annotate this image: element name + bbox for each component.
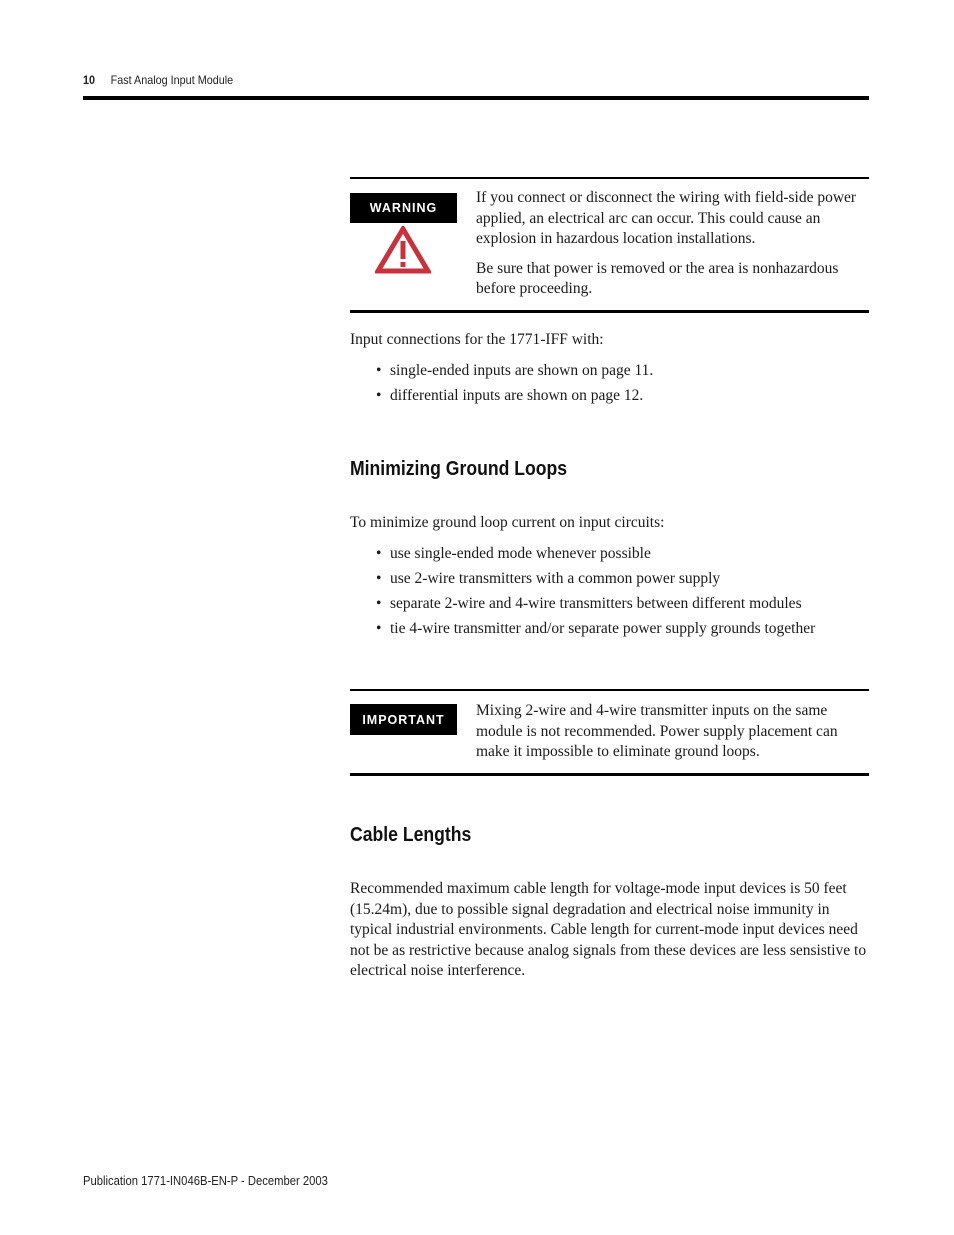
publication-footer: Publication 1771-IN046B-EN-P - December 2003 — [83, 1174, 328, 1188]
list-item: • differential inputs are shown on page 12. — [376, 387, 644, 404]
warning-paragraph-1: If you connect or disconnect the wiring with field-side power applied, an electrical arc can occur. This could cause an explosion in hazardous location installations. — [476, 189, 857, 247]
list-item: • use 2-wire transmitters with a common power supply — [376, 570, 721, 587]
important-tag: IMPORTANT — [350, 704, 457, 735]
list-item: • single-ended inputs are shown on page 11. — [376, 362, 654, 379]
important-text — [476, 701, 869, 763]
running-title: Fast Analog Input Module — [110, 73, 234, 87]
warning-notice — [350, 177, 869, 313]
warning-triangle-icon — [375, 226, 431, 274]
page-header — [83, 73, 233, 87]
important-notice — [350, 689, 869, 776]
section-heading-ground-loops: Minimizing Ground Loops — [350, 458, 568, 480]
warning-paragraph-2: Be sure that power is removed or the area is nonhazardous before proceeding. — [476, 259, 839, 297]
ground-loops-list — [376, 544, 815, 644]
warning-text — [476, 188, 869, 309]
list-item: • separate 2-wire and 4-wire transmitters between different modules — [376, 595, 802, 612]
list-item: • use single-ended mode whenever possible — [376, 545, 651, 562]
ground-loops-intro: To minimize ground loop current on input circuits: — [350, 514, 665, 531]
input-connections-intro: Input connections for the 1771-IFF with: — [350, 331, 604, 348]
important-paragraph: Mixing 2-wire and 4-wire transmitter inputs on the same module is not recommended. Power supply placement can make it impossible to eliminate ground loops. — [476, 702, 838, 760]
cable-lengths-text: Recommended maximum cable length for voltage-mode input devices is 50 feet (15.24m), due to possible signal degradation and electrical noise immunity in typical industrial environments. Cable length for current-mode input devices need not be as restrictive because analog signals from these devices are less sensistive to electrical noise interference. — [350, 880, 867, 979]
header-rule — [83, 96, 869, 100]
warning-tag: WARNING — [350, 193, 457, 223]
page-number: 10 — [83, 73, 96, 87]
section-heading-cable-lengths: Cable Lengths — [350, 824, 472, 846]
list-item: • tie 4-wire transmitter and/or separate power supply grounds together — [376, 620, 816, 637]
input-connections-list — [376, 361, 653, 411]
